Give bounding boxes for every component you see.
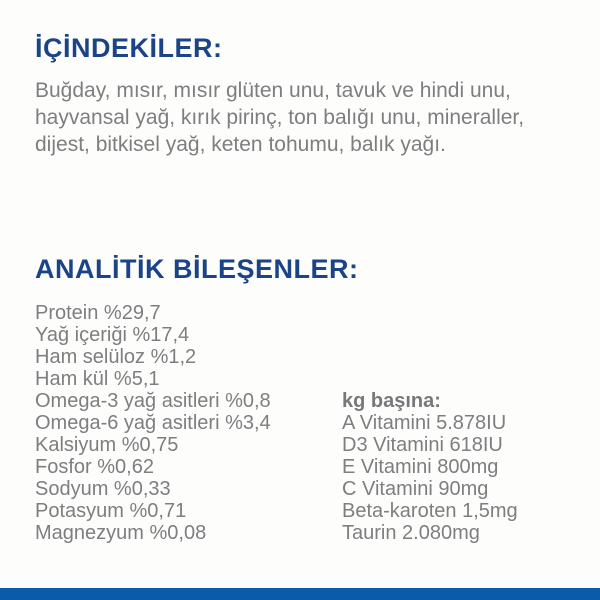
ingredients-heading: İÇİNDEKİLER: <box>35 33 223 63</box>
component-line: Sodyum %0,33 <box>35 478 171 500</box>
components-list <box>35 302 342 544</box>
per-kg-line: D3 Vitamini 618IU <box>342 434 503 456</box>
per-kg-list <box>342 412 518 544</box>
component-line: Protein %29,7 <box>35 302 161 324</box>
per-kg-line: Taurin 2.080mg <box>342 522 480 544</box>
analytical-components-heading: ANALİTİK BİLEŞENLER: <box>35 254 359 284</box>
per-kg-line: E Vitamini 800mg <box>342 456 499 478</box>
per-kg-heading: kg başına: <box>342 390 441 412</box>
per-kg-block <box>342 302 518 544</box>
component-line: Yağ içeriği %17,4 <box>35 324 190 346</box>
component-line: Fosfor %0,62 <box>35 456 154 478</box>
ingredients-text: Buğday, mısır, mısır glüten unu, tavuk ve hindi unu, hayvansal yağ, kırık pirinç, ton balığı unu, mineraller, dijest, bitkisel yağ, keten tohumu, balık yağı. <box>35 79 525 156</box>
component-line: Omega-6 yağ asitleri %3,4 <box>35 412 271 434</box>
bottom-accent-bar <box>0 588 600 600</box>
component-line: Ham selüloz %1,2 <box>35 346 197 368</box>
component-line: Magnezyum %0,08 <box>35 522 207 544</box>
per-kg-line: C Vitamini 90mg <box>342 478 489 500</box>
per-kg-line: A Vitamini 5.878IU <box>342 412 507 434</box>
analytical-columns <box>35 302 565 544</box>
component-line: Ham kül %5,1 <box>35 368 160 390</box>
component-line: Potasyum %0,71 <box>35 500 187 522</box>
per-kg-line: Beta-karoten 1,5mg <box>342 500 518 522</box>
component-line: Kalsiyum %0,75 <box>35 434 179 456</box>
component-line: Omega-3 yağ asitleri %0,8 <box>35 390 271 412</box>
